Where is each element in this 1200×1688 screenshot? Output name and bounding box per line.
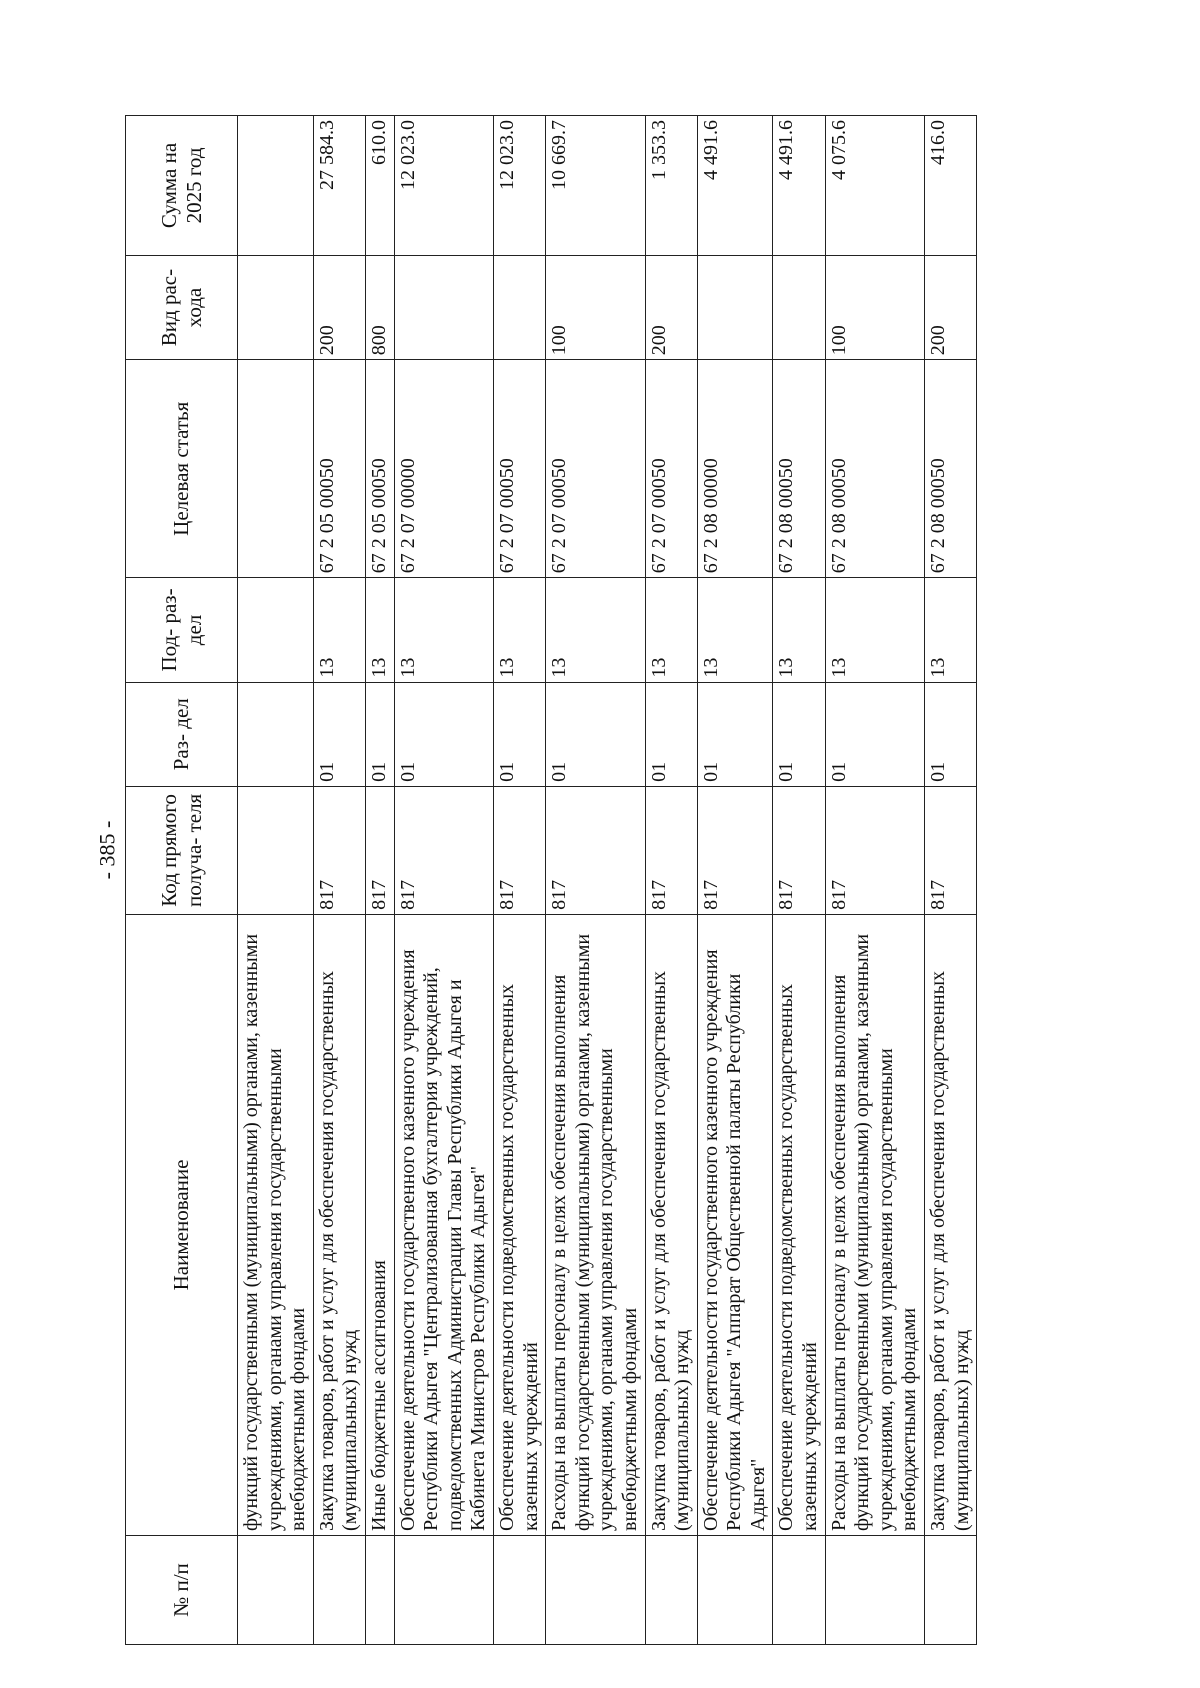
cell-section: 01	[546, 682, 645, 786]
cell-name: функций государственными (муниципальными) органами, казенными учреждениями, органами управления государственными внебюджетными фондами	[238, 914, 314, 1535]
cell-kind: 100	[825, 255, 924, 359]
cell-section: 01	[773, 682, 825, 786]
table-row	[773, 116, 825, 1645]
cell-recipient	[238, 786, 314, 914]
cell-kind: 800	[365, 255, 394, 359]
cell-recipient: 817	[365, 786, 394, 914]
cell-kind: 200	[925, 255, 977, 359]
cell-subsection: 13	[493, 578, 545, 682]
cell-sum: 4 491.6	[697, 116, 773, 256]
cell-name: Закупка товаров, работ и услуг для обеспечения государственных (муниципальных) нужд	[313, 914, 365, 1535]
cell-sum: 416.0	[925, 116, 977, 256]
cell-num	[238, 1535, 314, 1644]
header-num: № п/п	[126, 1535, 238, 1644]
page-number: - 385 -	[94, 820, 120, 880]
cell-subsection: 13	[546, 578, 645, 682]
table-row	[546, 116, 645, 1645]
cell-subsection: 13	[697, 578, 773, 682]
header-sum: Сумма на 2025 год	[126, 116, 238, 256]
table-row	[493, 116, 545, 1645]
cell-sum: 4 075.6	[825, 116, 924, 256]
cell-section: 01	[493, 682, 545, 786]
cell-kind: 200	[645, 255, 697, 359]
cell-section: 01	[825, 682, 924, 786]
table-row	[394, 116, 493, 1645]
cell-sum: 12 023.0	[394, 116, 493, 256]
cell-subsection	[238, 578, 314, 682]
cell-sum: 10 669.7	[546, 116, 645, 256]
cell-kind	[394, 255, 493, 359]
cell-num	[773, 1535, 825, 1644]
cell-kind: 200	[313, 255, 365, 359]
cell-name: Расходы на выплаты персоналу в целях обеспечения выполнения функций государственными (муниципальными) органами, казенными учреждениями, органами управления государственными внебюджетными фондами	[546, 914, 645, 1535]
table-row	[645, 116, 697, 1645]
table-row	[825, 116, 924, 1645]
cell-subsection: 13	[925, 578, 977, 682]
cell-subsection: 13	[313, 578, 365, 682]
header-kind: Вид рас- хода	[126, 255, 238, 359]
header-section: Раз- дел	[126, 682, 238, 786]
cell-subsection: 13	[645, 578, 697, 682]
cell-num	[394, 1535, 493, 1644]
cell-kind	[238, 255, 314, 359]
table-row	[313, 116, 365, 1645]
cell-recipient: 817	[925, 786, 977, 914]
cell-name: Обеспечение деятельности подведомственных государственных казенных учреждений	[493, 914, 545, 1535]
cell-section: 01	[365, 682, 394, 786]
cell-article	[238, 360, 314, 578]
cell-article: 67 2 05 00050	[313, 360, 365, 578]
cell-sum: 4 491.6	[773, 116, 825, 256]
cell-num	[925, 1535, 977, 1644]
header-subsection: Под- раз- дел	[126, 578, 238, 682]
cell-num	[365, 1535, 394, 1644]
header-article: Целевая статья	[126, 360, 238, 578]
cell-name: Обеспечение деятельности государственного казенного учреждения Республики Адыгея "Аппарат Общественной палаты Республики Адыгея"	[697, 914, 773, 1535]
cell-recipient: 817	[645, 786, 697, 914]
cell-sum: 610.0	[365, 116, 394, 256]
cell-article: 67 2 08 00050	[773, 360, 825, 578]
cell-recipient: 817	[773, 786, 825, 914]
cell-name: Обеспечение деятельности подведомственных государственных казенных учреждений	[773, 914, 825, 1535]
table-row	[925, 116, 977, 1645]
cell-kind	[773, 255, 825, 359]
cell-section: 01	[645, 682, 697, 786]
table-body	[238, 116, 977, 1645]
cell-num	[825, 1535, 924, 1644]
cell-sum: 27 584.3	[313, 116, 365, 256]
table-row	[697, 116, 773, 1645]
cell-section: 01	[925, 682, 977, 786]
cell-article: 67 2 05 00050	[365, 360, 394, 578]
cell-sum: 12 023.0	[493, 116, 545, 256]
cell-subsection: 13	[394, 578, 493, 682]
table-row	[238, 116, 314, 1645]
cell-name: Расходы на выплаты персоналу в целях обеспечения выполнения функций государственными (муниципальными) органами, казенными учреждениями, органами управления государственными внебюджетными фондами	[825, 914, 924, 1535]
cell-name: Обеспечение деятельности государственного казенного учреждения Республики Адыгея "Централизованная бухгалтерия учреждений, подведомственных Администрации Главы Республики Адыгея и Кабинета Министров Республики Адыгея"	[394, 914, 493, 1535]
table-header	[126, 116, 238, 1645]
cell-kind: 100	[546, 255, 645, 359]
cell-recipient: 817	[493, 786, 545, 914]
budget-table	[125, 115, 977, 1645]
cell-section: 01	[313, 682, 365, 786]
header-recipient: Код прямого получа- теля	[126, 786, 238, 914]
table-row	[365, 116, 394, 1645]
cell-name: Закупка товаров, работ и услуг для обеспечения государственных (муниципальных) нужд	[645, 914, 697, 1535]
cell-name: Закупка товаров, работ и услуг для обеспечения государственных (муниципальных) нужд	[925, 914, 977, 1535]
cell-subsection: 13	[825, 578, 924, 682]
cell-section: 01	[697, 682, 773, 786]
cell-article: 67 2 08 00050	[925, 360, 977, 578]
cell-article: 67 2 08 00000	[697, 360, 773, 578]
cell-subsection: 13	[365, 578, 394, 682]
cell-recipient: 817	[697, 786, 773, 914]
cell-num	[313, 1535, 365, 1644]
cell-kind	[697, 255, 773, 359]
cell-article: 67 2 07 00050	[546, 360, 645, 578]
cell-sum	[238, 116, 314, 256]
rotated-table-container	[125, 115, 1055, 1645]
cell-recipient: 817	[546, 786, 645, 914]
cell-sum: 1 353.3	[645, 116, 697, 256]
cell-kind	[493, 255, 545, 359]
cell-section: 01	[394, 682, 493, 786]
cell-article: 67 2 07 00000	[394, 360, 493, 578]
cell-recipient: 817	[394, 786, 493, 914]
cell-recipient: 817	[313, 786, 365, 914]
cell-num	[697, 1535, 773, 1644]
cell-article: 67 2 08 00050	[825, 360, 924, 578]
cell-recipient: 817	[825, 786, 924, 914]
cell-num	[493, 1535, 545, 1644]
cell-section	[238, 682, 314, 786]
cell-num	[645, 1535, 697, 1644]
cell-name: Иные бюджетные ассигнования	[365, 914, 394, 1535]
header-name: Наименование	[126, 914, 238, 1535]
cell-article: 67 2 07 00050	[645, 360, 697, 578]
cell-num	[546, 1535, 645, 1644]
cell-article: 67 2 07 00050	[493, 360, 545, 578]
cell-subsection: 13	[773, 578, 825, 682]
